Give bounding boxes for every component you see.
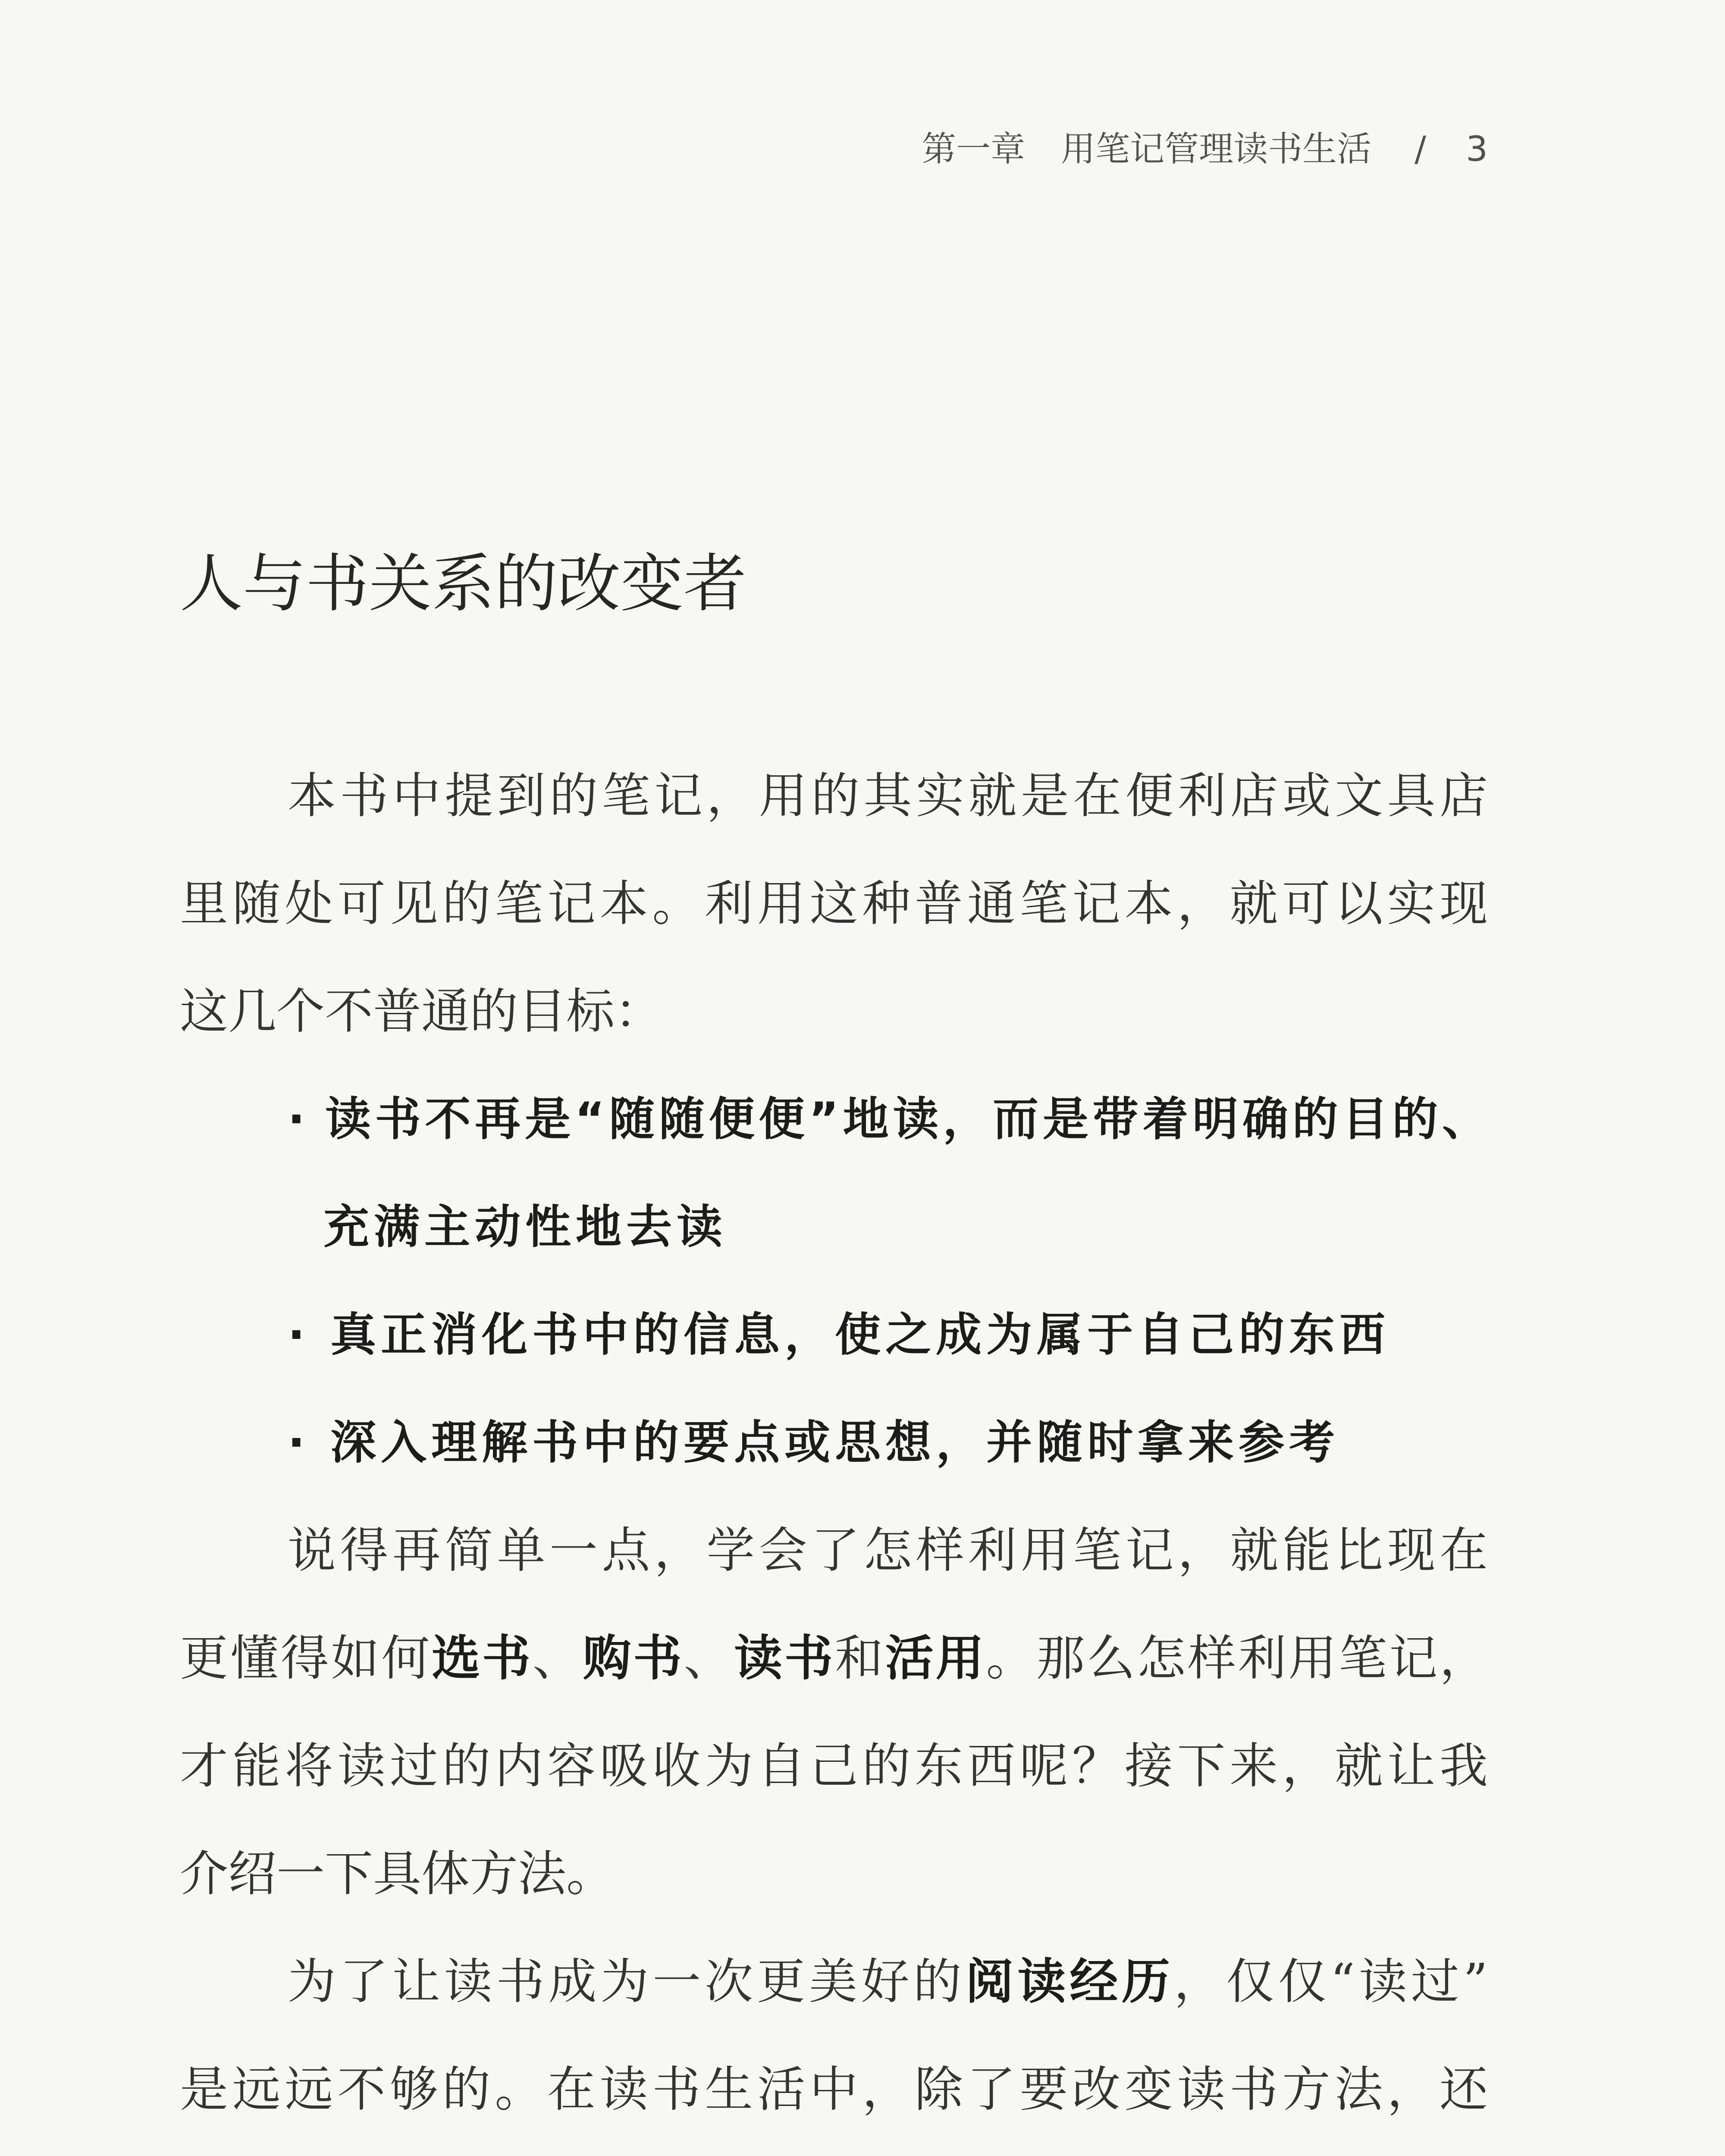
paragraph <box>0 1928 1725 2156</box>
text-line <box>288 1497 1488 1604</box>
running-header <box>922 128 1488 171</box>
text-run: 和 <box>834 1630 885 1686</box>
text-run: 这几个不普通的目标： <box>180 984 663 1040</box>
text-run: 更懂得如何 <box>180 1630 432 1686</box>
text-run: 。那么怎样利用笔记， <box>986 1630 1488 1686</box>
text-line <box>288 742 1488 850</box>
text-line <box>180 2143 1488 2156</box>
emphasis-text: 活用 <box>885 1630 986 1686</box>
text-line <box>180 1712 1488 1820</box>
text-line <box>323 1173 1488 1281</box>
intro-paragraph <box>0 742 1725 1065</box>
text-line <box>180 1604 1488 1712</box>
text-run: 说得再简单一点，学会了怎样利用笔记，就能比现在 <box>288 1523 1488 1579</box>
page-number: 3 <box>1466 129 1488 169</box>
chapter-title: 用笔记管理读书生活 <box>1061 129 1372 169</box>
text-line <box>180 850 1488 958</box>
text-line <box>180 2036 1488 2143</box>
text-run: 里随处可见的笔记本。利用这种普通笔记本，就可以实现 <box>180 876 1488 932</box>
body-text <box>0 742 1725 2156</box>
emphasis-text: 读书 <box>734 1630 835 1686</box>
emphasis-text: · 读书不再是“随随便便”地读，而是带着明确的目的、 <box>288 1093 1488 1146</box>
header-separator: / <box>1414 129 1427 169</box>
text-line <box>288 1065 1488 1173</box>
emphasis-text: 充满主动性地去读 <box>323 1200 727 1253</box>
text-line <box>288 1928 1488 2036</box>
text-run: 本书中提到的笔记，用的其实就是在便利店或文具店 <box>288 768 1488 824</box>
text-run: 介绍一下具体方法。 <box>180 1846 615 1902</box>
emphasis-text: 购书 <box>583 1630 684 1686</box>
goal-item <box>0 1281 1725 1389</box>
text-line <box>288 1389 1488 1497</box>
text-line <box>288 1281 1488 1389</box>
text-run: 是远远不够的。在读书生活中，除了要改变读书方法，还 <box>180 2062 1488 2118</box>
goal-item <box>0 1065 1725 1281</box>
emphasis-text: 选书 <box>432 1630 533 1686</box>
chapter-label: 第一章 <box>922 129 1026 169</box>
section-title: 人与书关系的改变者 <box>180 547 746 620</box>
emphasis-text: · 深入理解书中的要点或思想，并随时拿来参考 <box>288 1416 1340 1469</box>
goal-list <box>0 1065 1725 1497</box>
text-line <box>180 1820 1488 1928</box>
text-run: 、 <box>684 1630 734 1686</box>
emphasis-text: · 真正消化书中的信息，使之成为属于自己的东西 <box>288 1308 1390 1361</box>
goal-item <box>0 1389 1725 1497</box>
text-run: 为了让读书成为一次更美好的 <box>288 1954 966 2010</box>
emphasis-text: 阅读经历 <box>965 1954 1174 2010</box>
text-run: 、 <box>532 1630 583 1686</box>
text-run: ，仅仅“读过” <box>1174 1954 1488 2010</box>
text-line <box>180 958 1488 1065</box>
text-run: 才能将读过的内容吸收为自己的东西呢？接下来，就让我 <box>180 1738 1488 1794</box>
paragraph <box>0 1497 1725 1928</box>
